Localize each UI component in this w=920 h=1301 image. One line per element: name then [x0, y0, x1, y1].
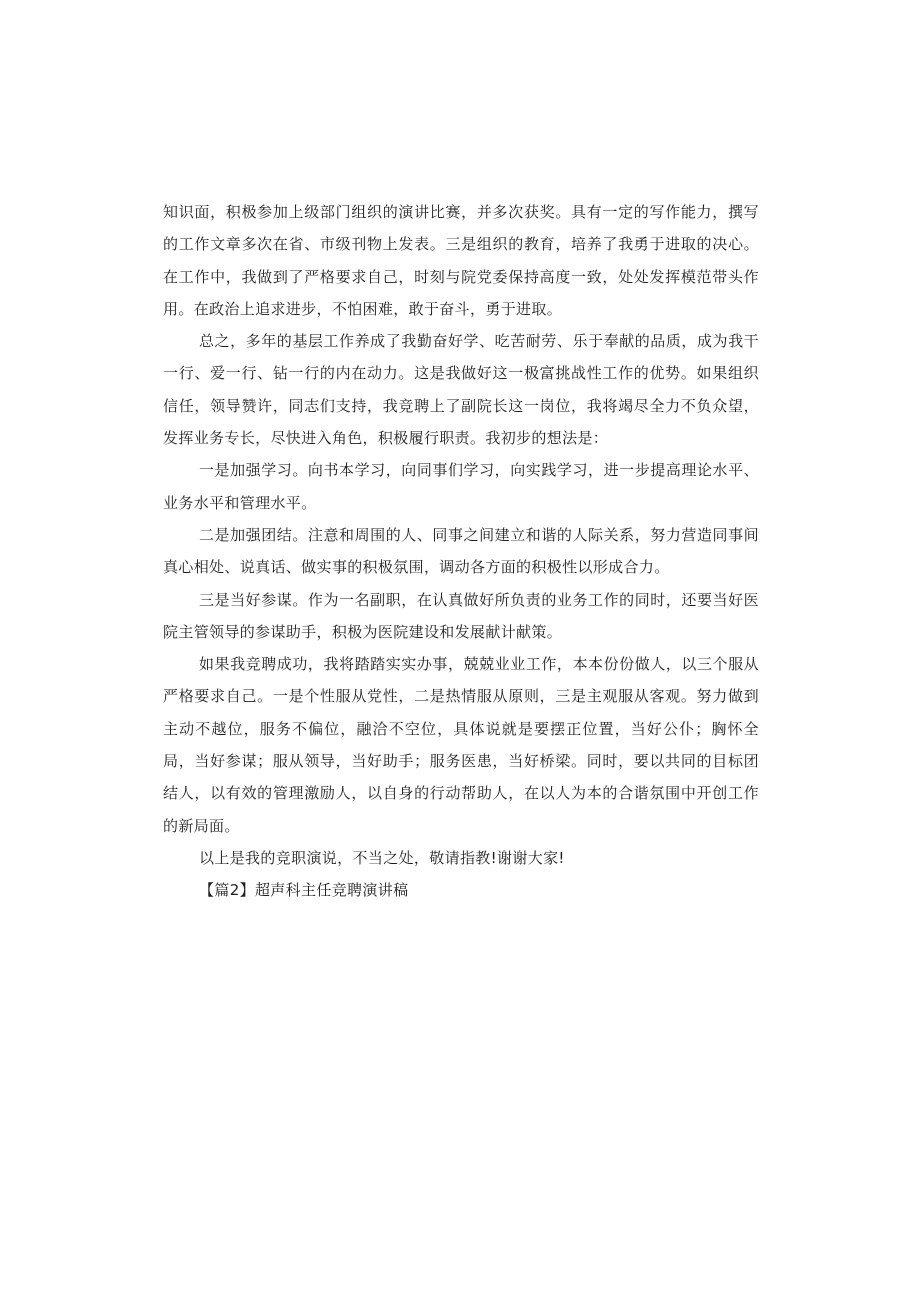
section-heading: 【篇2】超声科主任竞聘演讲稿 — [199, 881, 409, 900]
paragraph-closing: 以上是我的竞职演说，不当之处，敬请指教!谢谢大家! — [199, 848, 565, 867]
paragraph-point-three: 三是当好参谋。作为一名副职，在认真做好所负责的业务工作的同时，还要当好医院主管领导的参谋助手，积极为医院建设和发展献计献策。 — [163, 590, 759, 641]
paragraph-point-two: 二是加强团结。注意和周围的人、同事之间建立和谐的人际关系，努力营造同事间真心相处、说真话、做实事的积极氛围，调动各方面的积极性以形成合力。 — [163, 525, 759, 577]
paragraph-summary: 总之，多年的基层工作养成了我勤奋好学、吃苦耐劳、乐于奉献的品质，成为我干一行、爱一行、钻一行的内在动力。这是我做好这一极富挑战性工作的优势。如果组织信任，领导赞许，同志们支持，我竞聘上了副院长这一岗位，我将竭尽全力不负众望，发挥业务专长，尽快进入角色，积极履行职责。我初步的想法是： — [163, 332, 759, 448]
document-body — [163, 196, 759, 906]
paragraph-continuation: 知识面，积极参加上级部门组织的演讲比赛，并多次获奖。具有一定的写作能力，撰写的工作文章多次在省、市级刊物上发表。三是组织的教育，培养了我勇于进取的决心。在工作中，我做到了严格要求自己，时刻与院党委保持高度一致，处处发挥模范带头作用。在政治上追求进步，不怕困难，敢于奋斗，勇于进取。 — [163, 203, 759, 318]
paragraph-commitment: 如果我竞聘成功，我将踏踏实实办事，兢兢业业工作，本本份份做人，以三个服从严格要求自己。一是个性服从党性，二是热情服从原则，三是主观服从客观。努力做到主动不越位，服务不偏位，融洽不空位，具体说就是要摆正位置，当好公仆；胸怀全局，当好参谋；服从领导，当好助手；服务医患，当好桥梁。同时，要以共同的目标团结人，以有效的管理激励人，以自身的行动帮助人，在以人为本的合谐氛围中开创工作的新局面。 — [163, 655, 759, 835]
paragraph-point-one: 一是加强学习。向书本学习，向同事们学习，向实践学习，进一步提高理论水平、业务水平和管理水平。 — [163, 461, 759, 512]
